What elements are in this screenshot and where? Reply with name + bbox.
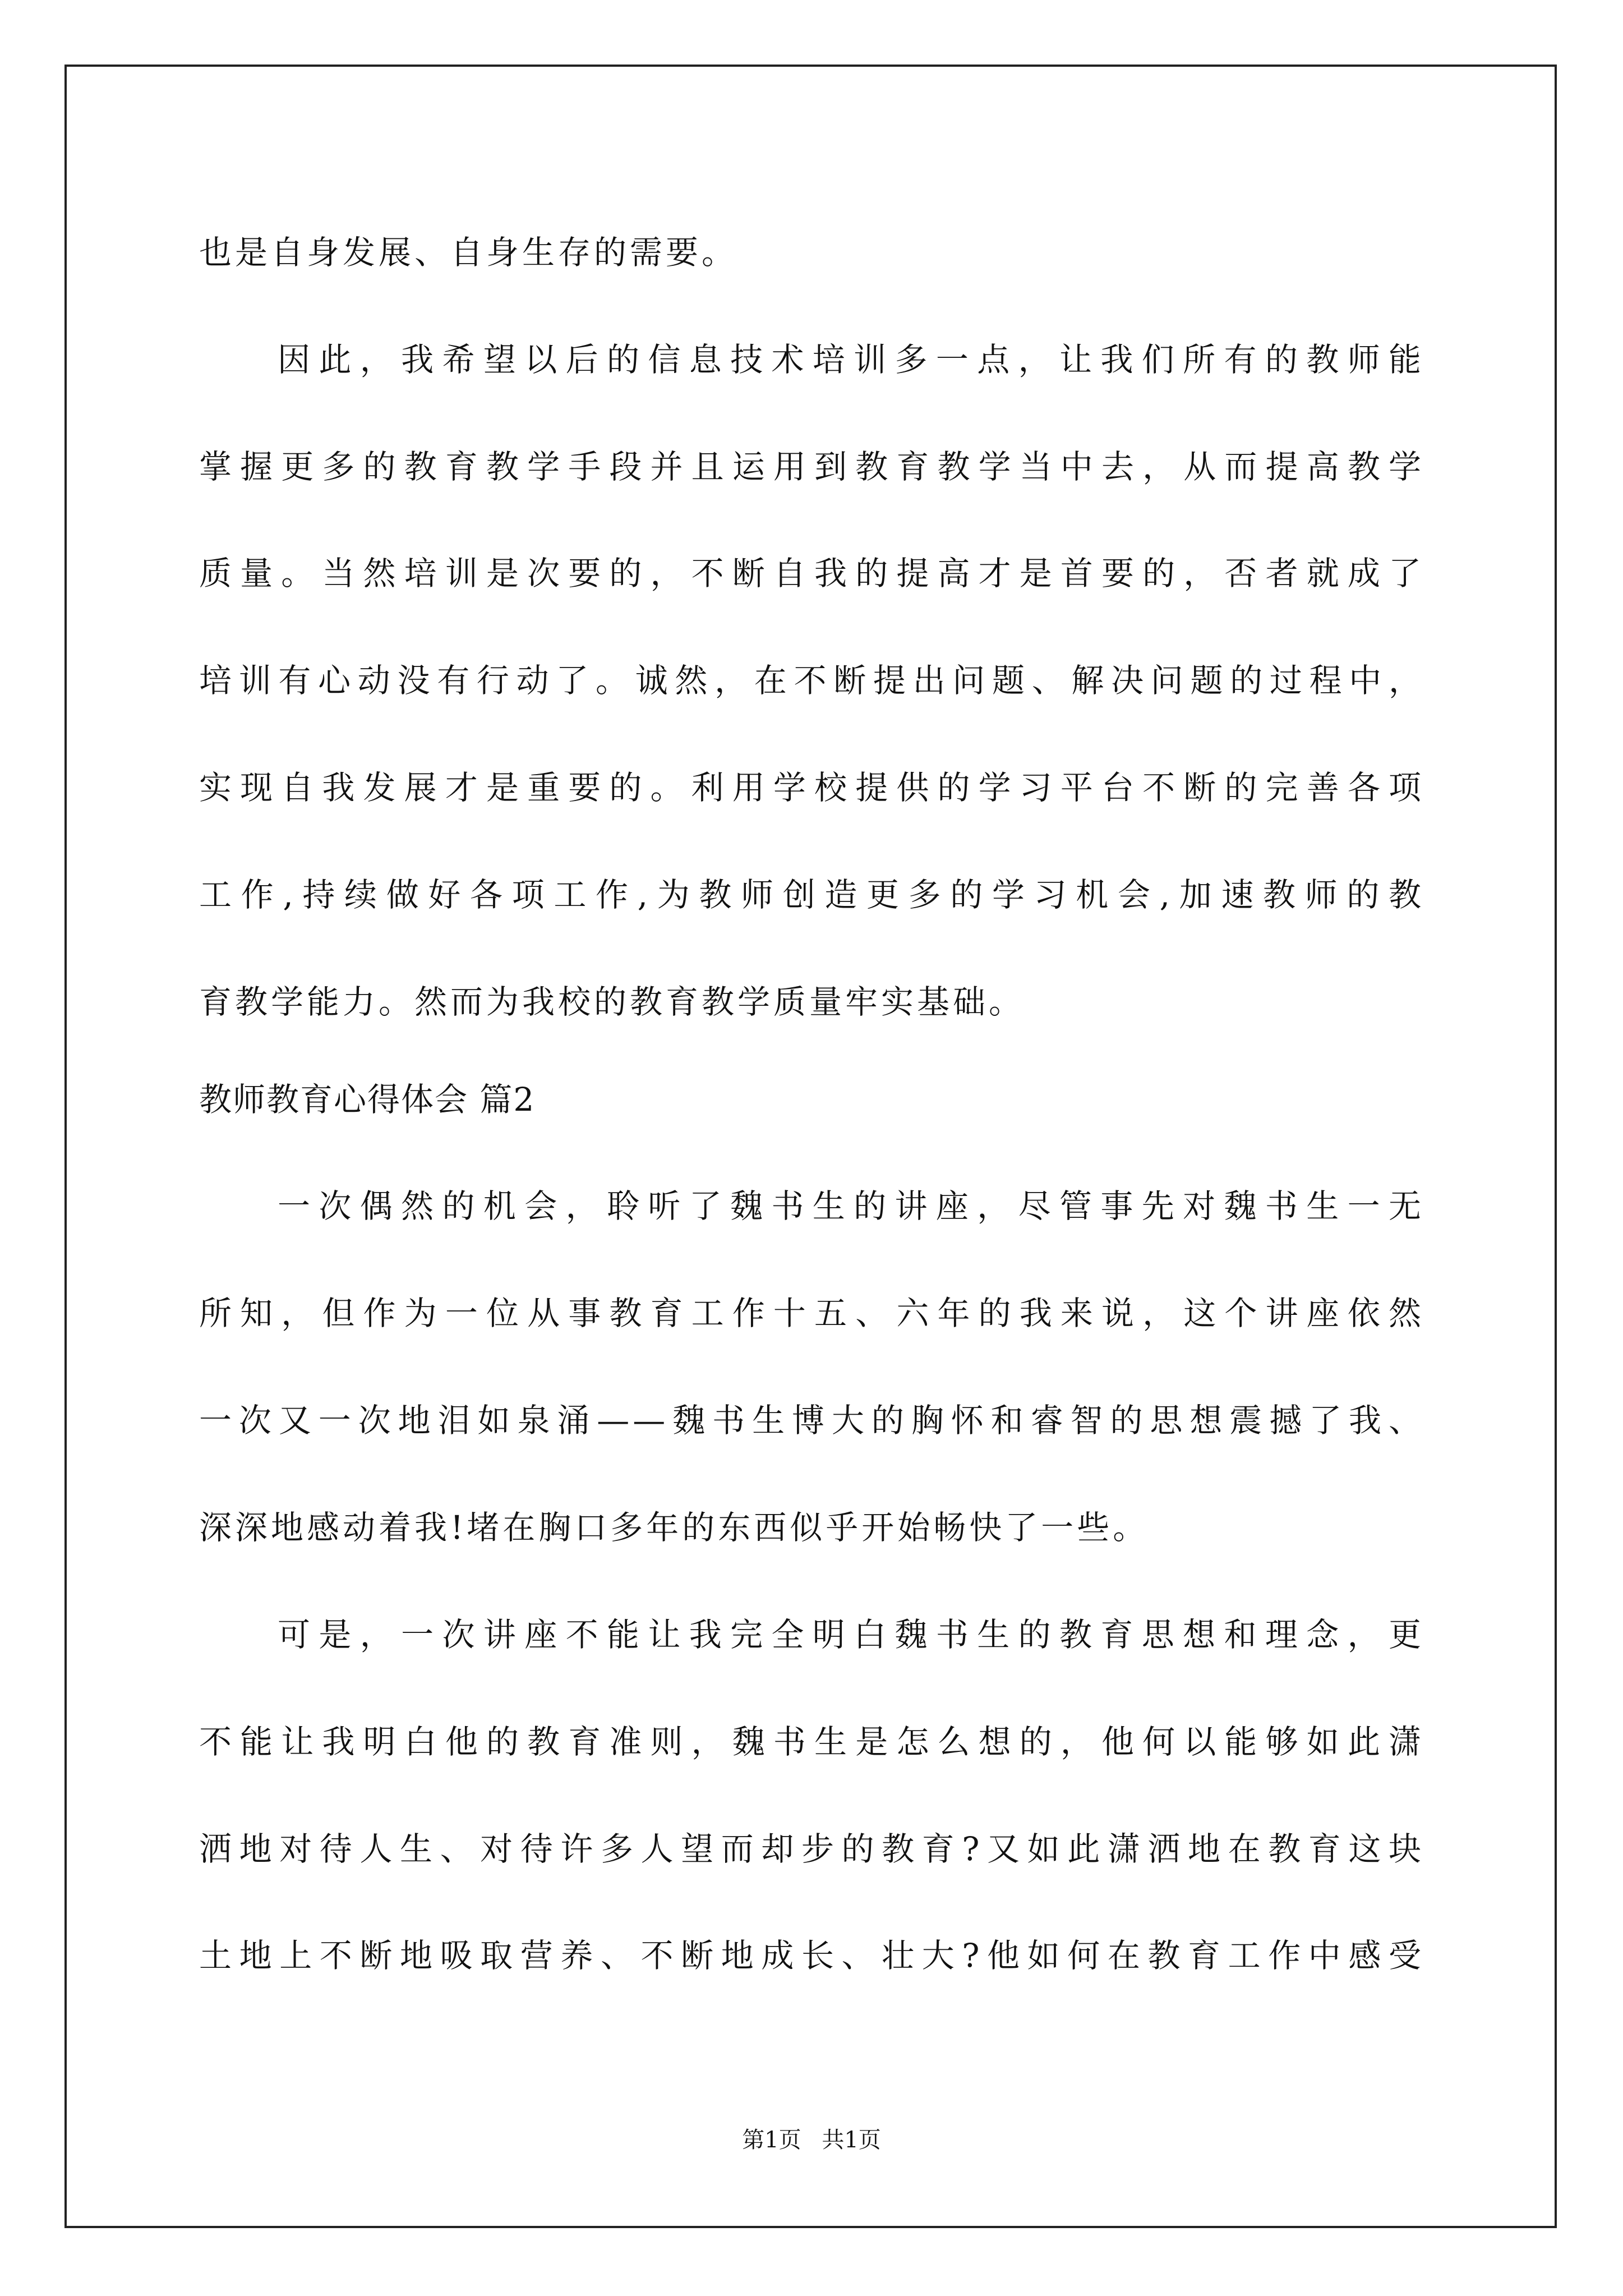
paragraph-4-line-3: 洒地对待人生、对待许多人望而却步的教育?又如此潇洒地在教育这块 [199,1830,1424,1868]
page-border [64,65,1557,2228]
paragraph-3-line-1: 一次偶然的机会，聆听了魏书生的讲座，尽管事先对魏书生一无 [278,1187,1424,1225]
paragraph-4-line-4: 土地上不断地吸取营养、不断地成长、壮大?他如何在教育工作中感受 [199,1936,1424,1975]
page-footer [0,2124,1623,2156]
paragraph-3-line-4: 深深地感动着我!堵在胸口多年的东西似乎开始畅快了一些。 [199,1508,1149,1547]
paragraph-4-line-2: 不能让我明白他的教育准则，魏书生是怎么想的，他何以能够如此潇 [199,1723,1424,1761]
page-total: 共1页 [822,2127,881,2153]
section-heading: 教师教育心得体会 篇2 [199,1080,536,1119]
paragraph-2-line-5: 实现自我发展才是重要的。利用学校提供的学习平台不断的完善各项 [199,769,1424,807]
paragraph-4-line-1: 可是，一次讲座不能让我完全明白魏书生的教育思想和理念，更 [278,1616,1424,1654]
paragraph-2-line-4: 培训有心动没有行动了。诚然，在不断提出问题、解决问题的过程中， [199,661,1424,700]
paragraph-2-line-1: 因此，我希望以后的信息技术培训多一点，让我们所有的教师能 [278,341,1424,379]
page-number: 第1页 [742,2127,801,2153]
paragraph-2-line-3: 质量。当然培训是次要的，不断自我的提高才是首要的，否者就成了 [199,554,1424,592]
paragraph-3-line-3: 一次又一次地泪如泉涌——魏书生博大的胸怀和睿智的思想震撼了我、 [199,1401,1424,1439]
paragraph-1-line-1: 也是自身发展、自身生存的需要。 [199,233,738,272]
paragraph-3-line-2: 所知，但作为一位从事教育工作十五、六年的我来说，这个讲座依然 [199,1294,1424,1332]
paragraph-2-line-2: 掌握更多的教育教学手段并且运用到教育教学当中去，从而提高教学 [199,448,1424,486]
paragraph-2-line-6: 工作,持续做好各项工作,为教师创造更多的学习机会,加速教师的教 [199,876,1424,914]
paragraph-2-line-7: 育教学能力。然而为我校的教育教学质量牢实基础。 [199,983,1025,1021]
